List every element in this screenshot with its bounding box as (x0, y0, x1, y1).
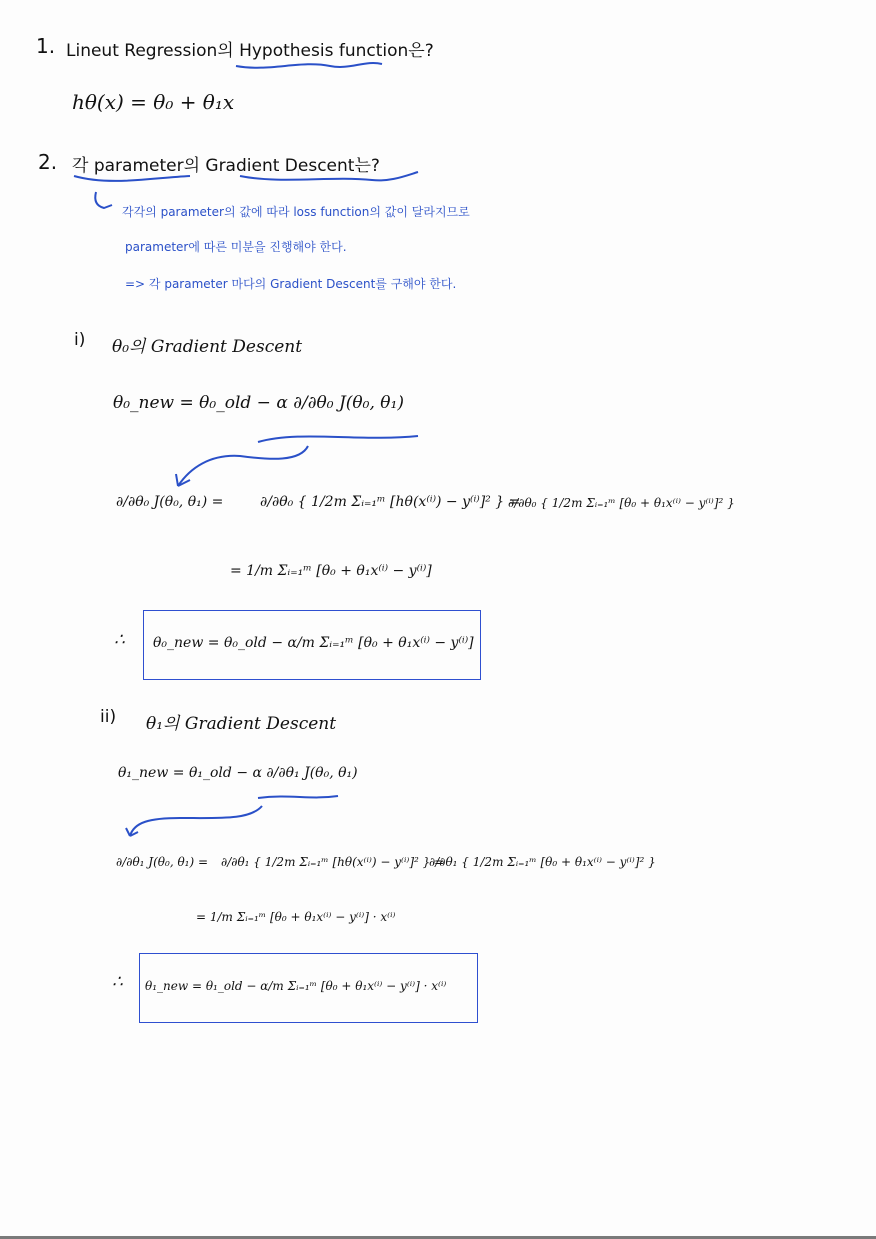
update-ii-arrowhead (126, 828, 138, 836)
part-ii-update-rule: θ₁_new = θ₁_old − α ∂/∂θ₁ J(θ₀, θ₁) (118, 765, 358, 781)
part-ii-label: ii) (100, 707, 117, 727)
q2-note-line2: parameter에 따른 미분을 진행해야 한다. (125, 240, 347, 254)
part-i-update-rule: θ₀_new = θ₀_old − α ∂/∂θ₀ J(θ₀, θ₁) (113, 393, 404, 413)
part-ii-title: θ₁의 Gradient Descent (146, 714, 337, 734)
hypothesis-underline (236, 63, 382, 68)
part-i-derivative-lhs: ∂/∂θ₀ J(θ₀, θ₁) = (116, 494, 224, 510)
part-ii-derivative-mid: ∂/∂θ₁ { 1/2m Σᵢ₌₁ᵐ [hθ(x⁽ⁱ⁾) − y⁽ⁱ⁾]² } = (221, 855, 445, 869)
q1-number: 1. (36, 34, 56, 58)
part-ii-derivative-lhs: ∂/∂θ₁ J(θ₀, θ₁) = (116, 855, 209, 869)
part-i-derivative-rhs: ∂/∂θ₀ { 1/2m Σᵢ₌₁ᵐ [θ₀ + θ₁x⁽ⁱ⁾ − y⁽ⁱ⁾]² } (508, 496, 735, 510)
q2-title: 각 parameter의 Gradient Descent는? (72, 156, 380, 176)
q1-hypothesis: hθ(x) = θ₀ + θ₁x (72, 90, 235, 114)
parameter-underline (74, 176, 190, 181)
q2-note-line1: 각각의 parameter의 값에 따라 loss function의 값이 달라지므로 (122, 205, 470, 219)
update-i-arrowhead (176, 474, 190, 486)
part-ii-derivative-rhs: ∂/∂θ₁ { 1/2m Σᵢ₌₁ᵐ [θ₀ + θ₁x⁽ⁱ⁾ − y⁽ⁱ⁾]² } (429, 855, 656, 869)
part-ii-therefore: ∴ (112, 972, 123, 992)
note-arrow (95, 192, 112, 208)
update-i-arrow (178, 446, 308, 486)
part-i-result: θ₀_new = θ₀_old − α/m Σᵢ₌₁ᵐ [θ₀ + θ₁x⁽ⁱ⁾ − y⁽ⁱ⁾] (153, 635, 474, 651)
part-ii-simplified: = 1/m Σᵢ₌₁ᵐ [θ₀ + θ₁x⁽ⁱ⁾ − y⁽ⁱ⁾] · x⁽ⁱ⁾ (196, 910, 396, 924)
part-i-label: i) (74, 330, 86, 350)
part-i-title: θ₀의 Gradient Descent (112, 337, 303, 357)
part-i-derivative-mid: ∂/∂θ₀ { 1/2m Σᵢ₌₁ᵐ [hθ(x⁽ⁱ⁾) − y⁽ⁱ⁾]² } = (260, 494, 521, 510)
q2-number: 2. (38, 150, 58, 174)
update-ii-arrow (130, 806, 262, 836)
part-ii-result: θ₁_new = θ₁_old − α/m Σᵢ₌₁ᵐ [θ₀ + θ₁x⁽ⁱ⁾ − y⁽ⁱ⁾] · x⁽ⁱ⁾ (145, 979, 447, 993)
part-i-simplified: = 1/m Σᵢ₌₁ᵐ [θ₀ + θ₁x⁽ⁱ⁾ − y⁽ⁱ⁾] (230, 563, 432, 579)
update-ii-underline (258, 796, 338, 798)
update-i-underline (258, 436, 418, 442)
part-i-therefore: ∴ (114, 630, 125, 650)
q2-note-line3: => 각 parameter 마다의 Gradient Descent를 구해야 한다. (125, 277, 457, 291)
q1-title: Lineut Regression의 Hypothesis function은? (66, 41, 434, 61)
